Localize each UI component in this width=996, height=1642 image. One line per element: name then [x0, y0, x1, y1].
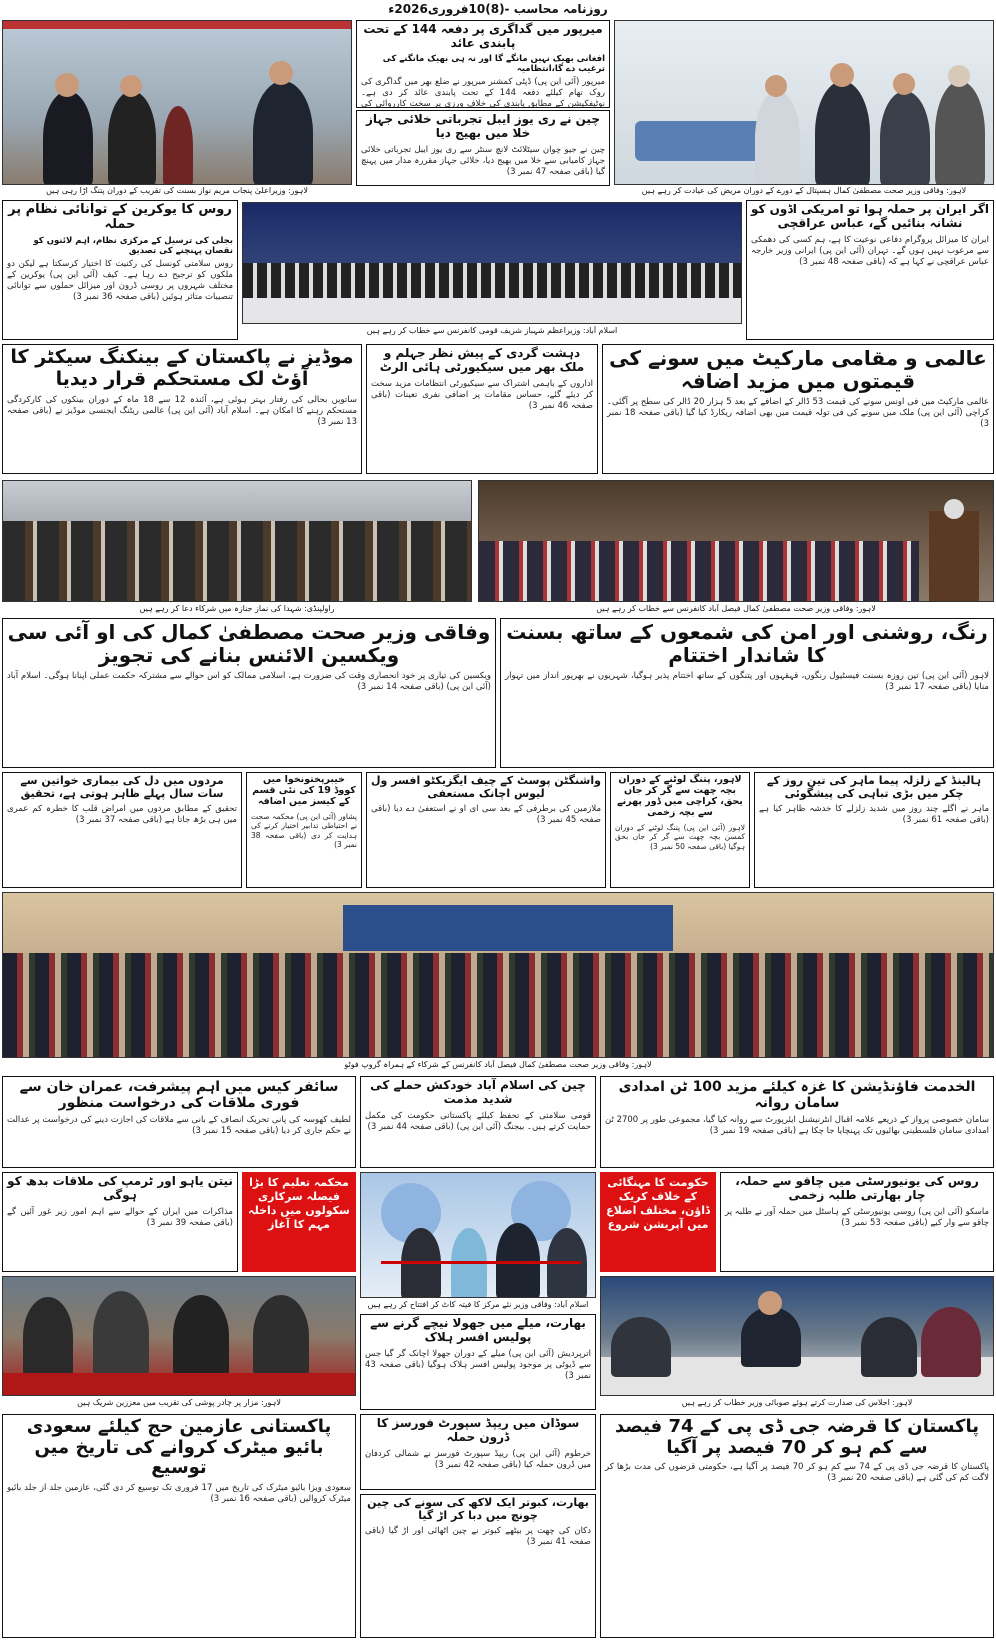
photo-basant-kite: [2, 20, 352, 185]
photo-ribbon-cutting: [360, 1172, 596, 1298]
headline: دہشت گردی کے پیش نظر جہلم و ملک بھر میں سیکیورٹی ہائی الرٹ: [379, 346, 585, 374]
photo-caption: اسلام آباد: وزیراعظم شہباز شریف قومی کانفرنس سے خطاب کر رہے ہیں: [366, 326, 618, 335]
photo-caption: لاہور: اجلاس کی صدارت کرتے ہوئے صوبائی وزیر خطاب کر رہے ہیں: [681, 1398, 913, 1407]
red-news-flash: حکومت کا مہنگائی کے خلاف کریک ڈاؤن، مختلف اضلاع میں آپریشن شروع: [600, 1172, 716, 1272]
story-body: پاکستان کا قرضہ جی ڈی پی کے 74 سے کم ہو کر 70 فیصد پر آگیا ہے، حکومتی قرضوں کی مدت بڑھا کر لاگت کم کی گئی ہے (باقی صفحہ 20 نمبر 3): [605, 1462, 989, 1484]
headline: عالمی و مقامی مارکیٹ میں سونے کی قیمتوں میں مزید اضافہ: [609, 346, 987, 393]
headline: موڈیز نے پاکستان کے بینکنگ سیکٹر کا آؤٹ لک مستحکم قرار دیدیا: [10, 346, 354, 390]
story-sudan-drone: [360, 1414, 596, 1490]
story-body: تحقیق کے مطابق مردوں میں امراض قلب کا خطرہ کم عمری میں ہی بڑھ جاتا ہے (باقی صفحہ 37 نمبر 3): [7, 804, 237, 826]
headline: الخدمت فاؤنڈیشن کا غزہ کیلئے مزید 100 ٹن امدادی سامان روانہ: [618, 1079, 976, 1112]
headline: ہالینڈ کے زلزلہ پیما ماہر کی تین روز کے چکر میں بڑی تباہی کی پیشگوئی: [766, 774, 982, 800]
headline: میرپور میں گداگری پر دفعہ 144 کے تحت پابندی عائد: [363, 22, 603, 50]
headline: اگر ایران پر حملہ ہوا تو امریکی اڈوں کو نشانہ بنائیں گے، عباس عراقچی: [750, 202, 989, 230]
story-china-condemns: [360, 1076, 596, 1168]
story-body: عالمی مارکیٹ میں فی اونس سونے کی قیمت 53 ڈالر کے اضافے کے بعد 5 ہزار 20 ڈالر کی سطح پر آگئی۔ کراچی (آئی این پی) ملک میں سونے کی فی تولہ قیمت میں بھی اضافہ ریکارڈ کیا گیا (باقی صفحہ 18 نمبر 3): [607, 397, 989, 429]
story-debt-gdp: [600, 1414, 994, 1638]
headline: پاکستان کا قرضہ جی ڈی پی کے 74 فیصد سے کم ہو کر 70 فیصد پر آگیا: [614, 1416, 980, 1458]
photo-caption: اسلام آباد: وفاقی وزیر نئے مرکز کا فیتہ کاٹ کر افتتاح کر رہے ہیں: [367, 1300, 589, 1309]
story-covid: [246, 772, 362, 888]
headline: لاہور، پتنگ لوٹنے کے دوران بچہ چھت سے گر کر جاں بحق، کراچی میں ڈور پھرنے سے بچہ زخمی: [617, 774, 743, 818]
story-body: روس سلامتی کونسل کی رکنیت کا اختیار کرسکتا ہے لیکن دو ملکوں کو ترجیح دے رہا ہے۔ کیف (آئی این پی) یوکرین کے مختلف شہروں پر روسی ڈرون اور میزائل حملوں سے توانائی تنصیبات متاثر ہوئیں (باقی صفحہ 36 نمبر 3): [7, 259, 233, 303]
headline: پاکستانی عازمین حج کیلئے سعودی بائیو میٹرک کروانے کی تاریخ میں توسیع: [26, 1416, 332, 1479]
story-heart-research: [2, 772, 242, 888]
headline: وفاقی وزیر صحت مصطفیٰ کمال کی او آئی سی ویکسین الائنس بنانے کی تجویز: [7, 620, 491, 667]
story-pigeon-chain: [360, 1494, 596, 1638]
photo-caption: لاہور: مزار پر چادر پوشی کی تقریب میں معززین شریک ہیں: [77, 1398, 281, 1407]
story-body: قومی سلامتی کے تحفظ کیلئے پاکستانی حکومت کی مکمل حمایت کرتے ہیں۔ بیجنگ (آئی این پی) (باقی صفحہ 44 نمبر 3): [365, 1110, 591, 1132]
story-hajj-biometric: [2, 1414, 356, 1638]
story-body: چین نے جیو چوان سیٹلائٹ لانچ سنٹر سے ری یوز ایبل تجرباتی خلائی جہاز کامیابی سے خلا میں بھیج دیا، خلائی جہاز مقررہ مدار میں پہنچ گیا (باقی صفحہ 47 نمبر 3): [361, 144, 605, 177]
story-body: ماسکو (آئی این پی) روسی یونیورسٹی کے ہاسٹل میں حملہ آور نے طلبہ پر چاقو سے وار کیے (باقی صفحہ 53 نمبر 3): [725, 1206, 989, 1228]
story-beggary-ban: [356, 20, 610, 108]
headline: نیتن یاہو اور ٹرمپ کی ملاقات بدھ کو ہوگی: [7, 1174, 233, 1202]
red-news-flash: محکمہ تعلیم کا بڑا فیصلہ سرکاری سکولوں میں داخلہ مہم کا آغاز: [242, 1172, 356, 1272]
story-body: لاہور (آئی این پی) پتنگ لوٹنے کے دوران کمسن بچہ چھت سے گر کر جاں بحق ہوگیا (باقی صفحہ 50 نمبر 3): [615, 822, 745, 851]
story-body: سعودی ویزا بائیو میٹرک کی تاریخ میں 17 فروری تک توسیع کر دی گئی، عازمین جلد از جلد بائیو میٹرک کروالیں (باقی صفحہ 16 نمبر 3): [7, 1483, 351, 1505]
photo-conference-hall: [242, 202, 742, 324]
story-netanyahu-trump: [2, 1172, 238, 1272]
headline: روس کا یوکرین کے توانائی نظام پر حملہ: [8, 202, 232, 232]
story-iran-warning: [746, 200, 994, 340]
story-china-spacecraft: [356, 110, 610, 186]
story-body: خرطوم (آئی این پی) ریپڈ سپورٹ فورسز نے شمالی کردفان میں ڈرون حملہ کیا (باقی صفحہ 42 نمبر 3): [365, 1448, 591, 1470]
story-gold-prices: [602, 344, 994, 474]
story-body: اترپردیش (آئی این پی) میلے کے دوران جھولا اچانک گر گیا جس سے ڈیوٹی پر موجود پولیس افسر ہلاک ہوگیا (باقی صفحہ 43 نمبر 3): [365, 1348, 591, 1381]
headline: واشنگٹن پوسٹ کے چیف ایگزیکٹو افسر ول لیوس اچانک مستعفی: [371, 774, 601, 800]
story-body: ماہر نے اگلے چند روز میں شدید زلزلے کا خدشہ ظاہر کیا ہے (باقی صفحہ 61 نمبر 3): [759, 804, 989, 826]
story-body: پشاور (آئی این پی) محکمہ صحت نے احتیاطی تدابیر اختیار کرنے کی ہدایت کر دی (باقی صفحہ 38 نمبر 3): [251, 811, 357, 850]
photo-meeting: [600, 1276, 994, 1396]
photo-caption: لاہور: وفاقی وزیر صحت مصطفیٰ کمال فیصل آباد کانفرنس سے خطاب کر رہے ہیں: [596, 604, 876, 613]
photo-hospital-visit: [614, 20, 994, 185]
photo-caption: راولپنڈی: شہدا کی نماز جنازہ میں شرکاء دعا کر رہے ہیں: [139, 604, 335, 613]
story-body: دکان کی چھت پر بیٹھے کبوتر نے چین اٹھائی اور اڑ گیا (باقی صفحہ 41 نمبر 3): [365, 1526, 591, 1548]
headline: چین نے ری یوز ایبل تجرباتی خلائی جہاز خلا میں بھیج دیا: [366, 112, 600, 140]
story-body: لطیف کھوسہ کی پانی تحریک انصاف کے بانی سے ملاقات کی اجازت دینے کی درخواست پر عدالت نے حکم جاری کر دیا (باقی صفحہ 15 نمبر 3): [7, 1115, 351, 1137]
story-body: ملازمین کی برطرفی کے بعد سی ای او نے استعفیٰ دے دیا (باقی صفحہ 45 نمبر 3): [371, 804, 601, 826]
headline: مردوں میں دل کی بیماری خواتین سے سات سال پہلے ظاہر ہوتی ہے، تحقیق: [20, 774, 224, 800]
headline: روس کی یونیورسٹی میں چاقو سے حملہ، چار بھارتی طلبہ زخمی: [735, 1174, 979, 1202]
story-moodys: [2, 344, 362, 474]
story-body: لاہور (آئی این پی) تین روزہ بسنت فیسٹیول رنگوں، قہقہوں اور پتنگوں کے ساتھ اختتام پذیر ہوگیا، شہریوں نے بھرپور انداز میں تہوار منایا (باقی صفحہ 17 نمبر 3): [505, 671, 989, 692]
story-washington-post: [366, 772, 606, 888]
story-russia-university: [720, 1172, 994, 1272]
headline: خیبرپختونخوا میں کووڈ 19 کی نئی قسم کے کیسز میں اضافہ: [252, 774, 356, 807]
photo-caption: لاہور: وزیراعلیٰ پنجاب مریم نواز بسنت کی تقریب کے دوران پتنگ اڑا رہی ہیں: [46, 186, 308, 195]
photo-caption: لاہور: وفاقی وزیر صحت مصطفیٰ کمال فیصل آباد کانفرنس کے شرکاء کے ہمراہ گروپ فوٹو: [344, 1060, 652, 1069]
story-russia-ukraine: [2, 200, 238, 340]
story-holland-quake: [754, 772, 994, 888]
story-body: مذاکرات میں ایران کے حوالے سے اہم امور زیر غور آئیں گے (باقی صفحہ 39 نمبر 3): [7, 1206, 233, 1228]
story-body: اداروں کے باہمی اشتراک سے سیکیورٹی انتظامات مزید سخت کر دیئے گئے، حساس مقامات پر اضافی نفری تعینات (باقی صفحہ 46 نمبر 3): [371, 378, 593, 411]
photo-caption: لاہور: وفاقی وزیر صحت مصطفیٰ کمال ہسپتال کے دورے کے دوران مریض کی عیادت کر رہے ہیں: [641, 186, 967, 195]
photo-shrine-ceremony: [2, 1276, 356, 1396]
photo-conference-speech: [478, 480, 994, 602]
headline: رنگ، روشنی اور امن کی شمعوں کے ساتھ بسنت کا شاندار اختتام: [506, 620, 988, 667]
headline: سوڈان میں ریپڈ سپورٹ فورسز کا ڈرون حملہ: [376, 1416, 580, 1444]
photo-group-conference: [2, 892, 994, 1058]
subheadline: افغانی بھیک نہیں مانگے گا اور نہ ہی بھیک مانگنے کی ترغیب دے گا،انتظامیہ: [382, 53, 605, 74]
headline: سائفر کیس میں اہم پیشرفت، عمران خان سے فوری ملاقات کی درخواست منظور: [19, 1079, 339, 1112]
story-body: میرپور (آئی این پی) ڈپٹی کمشنر میرپور نے ضلع بھر میں گداگری کی روک تھام کیلئے دفعہ 144 کے تحت پابندی عائد کر دی ہے۔ نوٹیفکیشن کے مطابق پابندی کی خلاف ورزی پر سخت کارروائی کی: [361, 76, 605, 108]
story-body: ساتویں بحالی کی رفتار بہتر ہوئی ہے، آئندہ 12 سے 18 ماہ کے دوران بینکوں کی کارکردگی مستحکم رہنے کا امکان ہے۔ اسلام آباد (آئی این پی) عالمی ریٹنگ ایجنسی موڈیز نے (باقی صفحہ 13 نمبر 3): [7, 394, 357, 427]
story-security-alert: [366, 344, 598, 474]
story-kite-accident: [610, 772, 750, 888]
story-body: ویکسین کی تیاری پر خود انحصاری وقت کی ضرورت ہے، اسلامی ممالک کو اس حوالے سے مشترکہ حکمت عملی اپنانا ہوگی۔ اسلام آباد (آئی این پی) (باقی صفحہ 14 نمبر 3): [7, 671, 491, 692]
story-health-minister-vaccine: [2, 618, 496, 768]
subheadline: بجلی کی ترسیل کے مرکزی نظام، اہم لائنوں کو نقصان پہنچنے کی تصدیق: [33, 235, 233, 257]
story-basant-end: [500, 618, 994, 768]
story-gaza-aid: [600, 1076, 994, 1168]
headline: بھارت، کبوتر ایک لاکھ کی سونے کی چین چونچ میں دبا کر اڑ گیا: [367, 1496, 589, 1522]
masthead: روزنامہ محاسب -(8)10فروری2026ء: [388, 2, 608, 16]
story-body: ایران کا میزائل پروگرام دفاعی نوعیت کا ہے، ہم کسی کی دھمکی سے مرعوب نہیں ہوں گے۔ تہران (آئی این پی) ایرانی وزیر خارجہ عباس عراقچی نے کہا ہے کہ (باقی صفحہ 48 نمبر 3): [751, 234, 989, 267]
story-body: سامان خصوصی پرواز کے ذریعے علامہ اقبال انٹرنیشنل ایئرپورٹ سے روانہ کیا گیا، مجموعی طور پر 2700 ٹن امدادی سامان فلسطینی بھائیوں تک پہنچایا جا چکا ہے (باقی صفحہ 19 نمبر 3): [605, 1115, 989, 1137]
headline: بھارت، میلے میں جھولا نیچے گرنے سے پولیس افسر ہلاک: [370, 1316, 586, 1344]
headline: چین کی اسلام آباد خودکش حملے کی شدید مذمت: [370, 1078, 586, 1106]
story-india-swing: [360, 1314, 596, 1410]
story-cipher-case: [2, 1076, 356, 1168]
photo-funeral-prayer: [2, 480, 472, 602]
